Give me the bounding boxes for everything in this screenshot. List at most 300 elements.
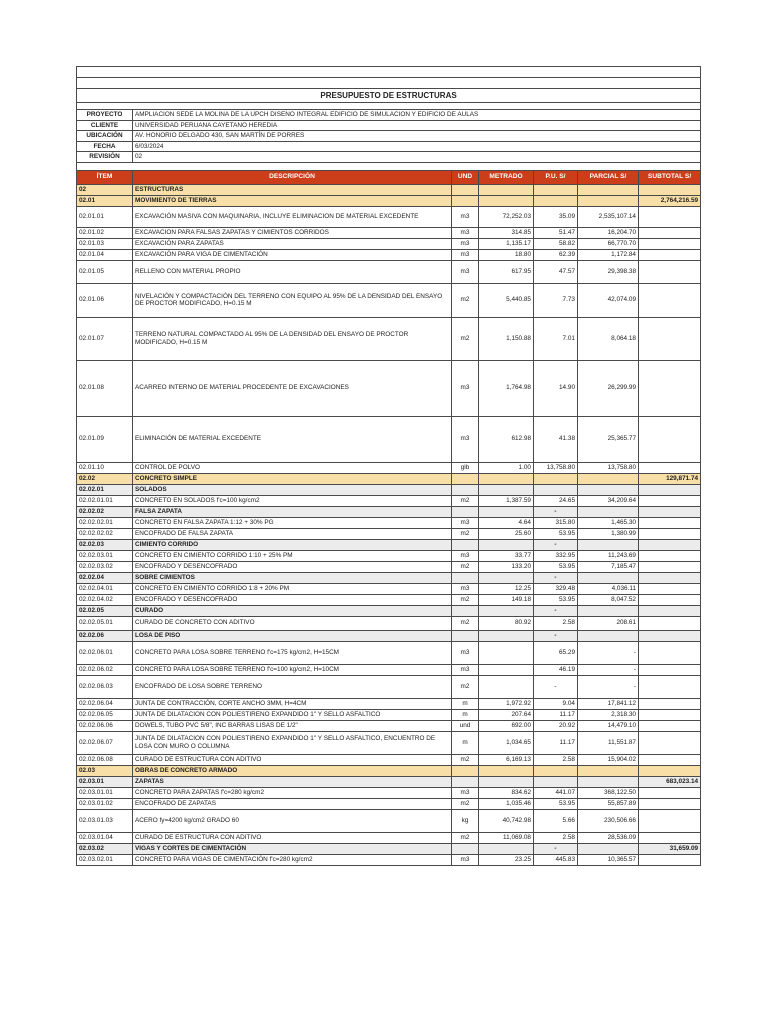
cell-subtotal [639,260,701,283]
cell-unit: m3 [452,260,479,283]
cell-subtotal: 683,023.14 [639,776,701,787]
table-row [77,809,701,832]
cell-unit: m3 [452,641,479,664]
cell-unit [452,605,479,616]
cell-description: CURADO DE ESTRUCTURA CON ADITIVO [133,754,452,765]
cell-metrado: 12.25 [479,583,534,594]
cell-unit-price: 445.83 [534,854,578,865]
cell-description: JUNTA DE DILATACION CON POLIESTIRENO EXPANDIDO 1" Y SELLO ASFALTICO, ENCUENTRO DE LOSA CON MURO O COLUMNA [133,731,452,754]
cell-subtotal [639,462,701,473]
cell-item: 02.02.06.02 [77,664,133,675]
cell-description: CONCRETO PARA LOSA SOBRE TERRENO f'c=100 kg/cm2, H=10CM [133,664,452,675]
cell-unit: m3 [452,238,479,249]
info-value: UNIVERSIDAD PERUANA CAYETANO HEREDIA [133,120,701,131]
cell-item: 02.02.04.02 [77,594,133,605]
cell-metrado: 149.18 [479,594,534,605]
cell-unit-price: 7.73 [534,283,578,317]
cell-partial: 368,122.50 [578,787,639,798]
cell-subtotal [639,317,701,360]
cell-subtotal [639,416,701,462]
cell-item: 02.02.06.05 [77,709,133,720]
cell-partial [578,605,639,616]
cell-unit: m3 [452,206,479,227]
cell-subtotal [639,641,701,664]
cell-description: CURADO DE CONCRETO CON ADITIVO [133,616,452,630]
info-row-cliente [77,120,701,131]
cell-metrado: 834.62 [479,787,534,798]
cell-item: 02.01.05 [77,260,133,283]
cell-subtotal [639,206,701,227]
cell-partial: 15,904.02 [578,754,639,765]
cell-partial [578,765,639,776]
cell-unit: m2 [452,616,479,630]
cell-description: ENCOFRADO DE ZAPATAS [133,798,452,809]
cell-unit: glb [452,462,479,473]
cell-subtotal [639,506,701,517]
cell-item: 02.02.02.02 [77,528,133,539]
table-row [77,206,701,227]
cell-metrado: 314.85 [479,227,534,238]
blank-row [77,162,701,170]
cell-metrado [479,572,534,583]
cell-unit: m2 [452,528,479,539]
cell-unit-price: 20.92 [534,720,578,731]
cell-item: 02.02.01.01 [77,495,133,506]
cell-subtotal [639,249,701,260]
cell-unit: kg [452,809,479,832]
cell-unit-price: 9.04 [534,698,578,709]
cell-metrado: 1,150.88 [479,317,534,360]
subsection-row [77,484,701,495]
cell-description: ELIMINACIÓN DE MATERIAL EXCEDENTE [133,416,452,462]
cell-partial: 34,209.64 [578,495,639,506]
cell-metrado: 1,972.92 [479,698,534,709]
cell-subtotal [639,798,701,809]
cell-unit: m3 [452,787,479,798]
cell-partial: 16,204.70 [578,227,639,238]
cell-unit-price: 46.19 [534,664,578,675]
cell-item: 02.01.09 [77,416,133,462]
cell-subtotal [639,484,701,495]
cell-subtotal [639,227,701,238]
cell-unit: m3 [452,854,479,865]
cell-unit [452,765,479,776]
cell-metrado: 1.00 [479,462,534,473]
cell-item: 02.02.03 [77,539,133,550]
table-row [77,754,701,765]
cell-unit-price: 53.95 [534,528,578,539]
cell-description: CONTROL DE POLVO [133,462,452,473]
cell-description: FALSA ZAPATA [133,506,452,517]
cell-subtotal [639,539,701,550]
table-row [77,416,701,462]
info-label: PROYECTO [77,110,133,121]
cell-item: 02.03.01.02 [77,798,133,809]
cell-partial: 29,398.38 [578,260,639,283]
subsection-row [77,539,701,550]
cell-partial [578,473,639,484]
cell-metrado: 11,069.08 [479,832,534,843]
budget-table-body [77,67,701,866]
cell-description: CONCRETO SIMPLE [133,473,452,484]
cell-description: ZAPATAS [133,776,452,787]
cell-item: 02 [77,184,133,195]
info-label: REVISIÓN [77,152,133,163]
cell-subtotal [639,709,701,720]
cell-subtotal [639,630,701,641]
cell-description: JUNTA DE CONTRACCIÓN, CORTE ANCHO 3MM, H=4CM [133,698,452,709]
table-row [77,528,701,539]
table-row [77,720,701,731]
cell-unit-price: 2.58 [534,754,578,765]
table-row [77,238,701,249]
cell-unit-price: 13,758.80 [534,462,578,473]
cell-item: 02.02.06.08 [77,754,133,765]
table-row [77,731,701,754]
cell-unit: m2 [452,283,479,317]
info-label: CLIENTE [77,120,133,131]
cell-metrado [479,843,534,854]
cell-item: 02.01.10 [77,462,133,473]
cell-item: 02.02.05 [77,605,133,616]
cell-subtotal [639,517,701,528]
cell-metrado: 133.20 [479,561,534,572]
cell-unit-price: 315.80 [534,517,578,528]
cell-unit [452,473,479,484]
cell-unit-price: 5.66 [534,809,578,832]
header-unit-price: P.U. S/ [534,170,578,184]
cell-metrado: 72,252.03 [479,206,534,227]
header-description: DESCRIPCIÓN [133,170,452,184]
cell-unit-price: 47.57 [534,260,578,283]
cell-item: 02.02.06.04 [77,698,133,709]
cell-metrado: 612.98 [479,416,534,462]
table-row [77,561,701,572]
cell-unit-price: 2.58 [534,616,578,630]
cell-metrado: 18.80 [479,249,534,260]
cell-unit: m2 [452,754,479,765]
table-row [77,249,701,260]
cell-metrado [479,664,534,675]
cell-description: CURADO DE ESTRUCTURA CON ADITIVO [133,832,452,843]
table-row [77,317,701,360]
budget-table [76,66,701,866]
cell-item: 02.03.01.01 [77,787,133,798]
cell-unit-price: 332.95 [534,550,578,561]
cell-subtotal [639,283,701,317]
cell-metrado: 1,135.17 [479,238,534,249]
cell-unit-price: 58.82 [534,238,578,249]
info-row-proyecto [77,110,701,121]
cell-subtotal [639,616,701,630]
cell-unit-price: - [534,843,578,854]
cell-subtotal [639,238,701,249]
cell-item: 02.03.01.03 [77,809,133,832]
info-label: UBICACIÓN [77,131,133,142]
table-row [77,227,701,238]
cell-subtotal: 31,659.09 [639,843,701,854]
cell-partial [578,506,639,517]
cell-partial [578,195,639,206]
cell-item: 02.02.03.01 [77,550,133,561]
cell-partial: 1,380.99 [578,528,639,539]
cell-partial: - [578,675,639,698]
cell-description: NIVELACIÓN Y COMPACTACIÓN DEL TERRENO CON EQUIPO AL 95% DE LA DENSIDAD DEL ENSAYO DE PROCTOR MODIFICADO, H=0.15 M [133,283,452,317]
cell-unit: m2 [452,495,479,506]
cell-partial: 8,047.52 [578,594,639,605]
cell-partial: 4,036.11 [578,583,639,594]
cell-unit-price [534,776,578,787]
info-value: 02 [133,152,701,163]
table-row [77,709,701,720]
cell-description: CIMIENTO CORRIDO [133,539,452,550]
cell-partial [578,539,639,550]
cell-description: CONCRETO EN FALSA ZAPATA 1:12 + 30% PG [133,517,452,528]
cell-item: 02.02 [77,473,133,484]
subsection-row [77,776,701,787]
subsection-row [77,630,701,641]
cell-metrado [479,675,534,698]
cell-unit-price [534,765,578,776]
cell-subtotal [639,583,701,594]
table-row [77,698,701,709]
cell-unit-price: 24.65 [534,495,578,506]
cell-unit-price: 41.38 [534,416,578,462]
section-row [77,765,701,776]
blank-row [77,78,701,89]
cell-subtotal [639,809,701,832]
cell-item: 02.02.03.02 [77,561,133,572]
cell-unit-price: - [534,630,578,641]
table-row [77,664,701,675]
cell-description: ACERO fy=4200 kg/cm2 GRADO 60 [133,809,452,832]
cell-description: ENCOFRADO Y DESENCOFRADO [133,594,452,605]
cell-item: 02.01.08 [77,360,133,416]
cell-partial: 2,535,107.14 [578,206,639,227]
cell-item: 02.02.06 [77,630,133,641]
cell-subtotal [639,550,701,561]
cell-partial: 1,172.84 [578,249,639,260]
cell-description: ENCOFRADO DE FALSA ZAPATA [133,528,452,539]
cell-description: RELLENO CON MATERIAL PROPIO [133,260,452,283]
cell-unit-price: 62.39 [534,249,578,260]
cell-description: CONCRETO PARA VIGAS DE CIMENTACIÓN f'c=280 kg/cm2 [133,854,452,865]
cell-unit [452,539,479,550]
cell-unit-price: - [534,539,578,550]
cell-unit-price [534,195,578,206]
table-row [77,550,701,561]
header-unit: UND [452,170,479,184]
cell-unit-price: 11.17 [534,709,578,720]
section-row [77,184,701,195]
cell-subtotal [639,787,701,798]
table-row [77,832,701,843]
cell-description: JUNTA DE DILATACION CON POLIESTIRENO EXPANDIDO 1" Y SELLO ASFALTICO [133,709,452,720]
table-row [77,675,701,698]
header-item: ÍTEM [77,170,133,184]
cell-description: SOBRE CIMIENTOS [133,572,452,583]
cell-description: ENCOFRADO DE LOSA SOBRE TERRENO [133,675,452,698]
cell-unit-price: 11.17 [534,731,578,754]
cell-partial: 2,318.30 [578,709,639,720]
cell-partial: 42,074.09 [578,283,639,317]
cell-unit: m3 [452,583,479,594]
subsection-row [77,843,701,854]
cell-item: 02.02.06.07 [77,731,133,754]
cell-partial: 8,064.18 [578,317,639,360]
cell-description: EXCAVACION PARA FALSAS ZAPATAS Y CIMIENTOS CORRIDOS [133,227,452,238]
cell-description: CONCRETO PARA LOSA SOBRE TERRENO f'c=175 kg/cm2, H=15CM [133,641,452,664]
cell-unit-price: - [534,506,578,517]
cell-subtotal [639,360,701,416]
cell-partial [578,184,639,195]
cell-metrado: 25.60 [479,528,534,539]
info-row-revision [77,152,701,163]
cell-item: 02.02.01 [77,484,133,495]
title-row [77,89,701,103]
cell-unit [452,184,479,195]
cell-subtotal [639,698,701,709]
cell-item: 02.02.02.01 [77,517,133,528]
cell-description: CONCRETO PARA ZAPATAS f'c=280 kg/cm2 [133,787,452,798]
cell-description: ENCOFRADO Y DESENCOFRADO [133,561,452,572]
cell-unit: m3 [452,664,479,675]
cell-metrado [479,184,534,195]
cell-unit: m2 [452,832,479,843]
cell-item: 02.01.02 [77,227,133,238]
cell-item: 02.03 [77,765,133,776]
cell-metrado [479,630,534,641]
table-row [77,854,701,865]
cell-partial: 13,758.80 [578,462,639,473]
cell-metrado [479,641,534,664]
cell-metrado [479,473,534,484]
cell-unit: m2 [452,561,479,572]
cell-item: 02.03.01.04 [77,832,133,843]
cell-unit: m2 [452,675,479,698]
table-row [77,495,701,506]
cell-partial: 28,536.09 [578,832,639,843]
cell-unit: m3 [452,249,479,260]
cell-metrado: 1,034.65 [479,731,534,754]
cell-description: OBRAS DE CONCRETO ARMADO [133,765,452,776]
subsection-row [77,605,701,616]
cell-partial [578,776,639,787]
cell-unit-price: - [534,675,578,698]
cell-metrado: 1,035.46 [479,798,534,809]
cell-description: SOLADOS [133,484,452,495]
cell-subtotal: 2,764,216.59 [639,195,701,206]
cell-item: 02.02.04.01 [77,583,133,594]
table-row [77,641,701,664]
blank-row [77,103,701,110]
cell-unit: m3 [452,550,479,561]
cell-subtotal [639,495,701,506]
cell-subtotal [639,720,701,731]
table-row [77,517,701,528]
cell-subtotal [639,765,701,776]
cell-partial [578,572,639,583]
cell-description: ACARREO INTERNO DE MATERIAL PROCEDENTE DE EXCAVACIONES [133,360,452,416]
cell-unit-price: 53.95 [534,594,578,605]
cell-unit: m [452,698,479,709]
cell-item: 02.02.06.01 [77,641,133,664]
cell-unit [452,843,479,854]
table-row [77,462,701,473]
header-subtotal: SUBTOTAL S/ [639,170,701,184]
cell-item: 02.02.06.06 [77,720,133,731]
cell-partial: 208.61 [578,616,639,630]
cell-metrado: 40,742.98 [479,809,534,832]
cell-unit [452,484,479,495]
cell-subtotal [639,754,701,765]
cell-subtotal: 129,871.74 [639,473,701,484]
info-value: 6/03/2024 [133,141,701,152]
cell-metrado: 207.64 [479,709,534,720]
cell-metrado [479,605,534,616]
cell-unit-price: 53.95 [534,561,578,572]
cell-description: CONCRETO EN CIMIENTO CORRIDO 1:10 + 25% PM [133,550,452,561]
cell-description: ESTRUCTURAS [133,184,452,195]
cell-metrado: 33.77 [479,550,534,561]
cell-item: 02.03.01 [77,776,133,787]
cell-unit-price: 441.07 [534,787,578,798]
cell-partial: 11,243.69 [578,550,639,561]
info-value: AMPLIACION SEDE LA MOLINA DE LA UPCH DISENO INTEGRAL EDIFICIO DE SIMULACION Y EDIFICIO DE AULAS [133,110,701,121]
cell-partial: 11,551.87 [578,731,639,754]
cell-subtotal [639,561,701,572]
cell-metrado: 5,440.85 [479,283,534,317]
cell-item: 02.03.02 [77,843,133,854]
page-title: PRESUPUESTO DE ESTRUCTURAS [77,89,701,103]
cell-item: 02.01 [77,195,133,206]
cell-partial: 55,857.89 [578,798,639,809]
cell-description: TERRENO NATURAL COMPACTADO AL 95% DE LA DENSIDAD DEL ENSAYO DE PROCTOR MODIFICADO, H=0.15 M [133,317,452,360]
subsection-row [77,506,701,517]
cell-partial: 10,365.57 [578,854,639,865]
cell-partial [578,484,639,495]
table-row [77,616,701,630]
info-row-ubicacion [77,131,701,142]
cell-unit-price [534,473,578,484]
section-row [77,473,701,484]
cell-subtotal [639,594,701,605]
cell-subtotal [639,572,701,583]
cell-subtotal [639,528,701,539]
cell-partial: 17,841.12 [578,698,639,709]
cell-metrado: 6,169.13 [479,754,534,765]
table-header-row [77,170,701,184]
cell-partial: - [578,664,639,675]
cell-item: 02.01.04 [77,249,133,260]
cell-unit: m3 [452,517,479,528]
table-row [77,787,701,798]
cell-unit [452,195,479,206]
cell-item: 02.02.04 [77,572,133,583]
cell-unit: m3 [452,416,479,462]
cell-unit-price [534,184,578,195]
cell-metrado: 1,764.98 [479,360,534,416]
cell-description: DOWELS, TUBO PVC 5/8", INC BARRAS LISAS DE 1/2" [133,720,452,731]
cell-item: 02.02.02 [77,506,133,517]
subsection-row [77,572,701,583]
cell-description: EXCAVACIÓN PARA ZAPATAS [133,238,452,249]
cell-unit [452,630,479,641]
cell-metrado: 23.25 [479,854,534,865]
cell-unit-price: 2.58 [534,832,578,843]
cell-partial: 26,299.99 [578,360,639,416]
table-row [77,360,701,416]
